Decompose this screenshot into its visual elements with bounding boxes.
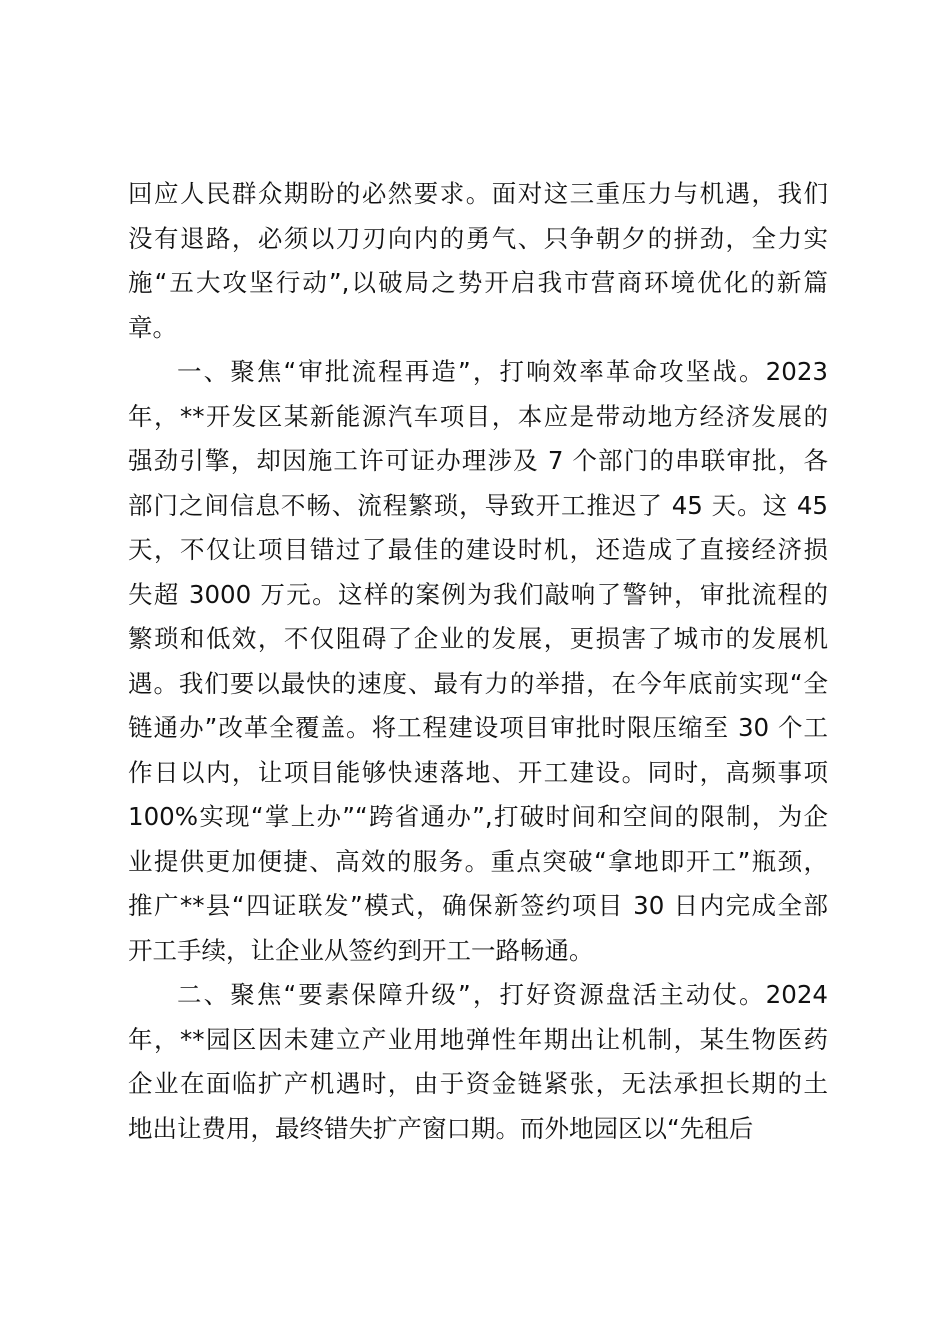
text-line: 100%实现“掌上办”“跨省通办”,打破时间和空间的限制，为企 — [128, 802, 828, 831]
text-line: 推广**县“四证联发”模式，确保新签约项目 30 日内完成全部 — [128, 891, 828, 920]
text-line: 繁琐和低效，不仅阻碍了企业的发展，更损害了城市的发展机 — [128, 624, 828, 653]
text-line: 强劲引擎，却因施工许可证办理涉及 7 个部门的串联审批，各 — [128, 446, 828, 475]
text-line: 地出让费用，最终错失扩产窗口期。而外地园区以“先租后 — [128, 1113, 754, 1143]
text-line: 失超 3000 万元。这样的案例为我们敲响了警钟，审批流程的 — [128, 579, 828, 609]
text-line: 企业在面临扩产机遇时，由于资金链紧张，无法承担长期的土 — [128, 1069, 828, 1098]
text-line: 开工手续，让企业从签约到开工一路畅通。 — [128, 935, 594, 965]
text-line: 没有退路，必须以刀刃向内的勇气、只争朝夕的拼劲，全力实 — [128, 223, 828, 253]
text-line: 年，**开发区某新能源汽车项目，本应是带动地方经济发展的 — [128, 401, 828, 431]
text-line: 业提供更加便捷、高效的服务。重点突破“拿地即开工”瓶颈， — [128, 846, 828, 876]
section-heading-line: 二、聚焦“要素保障升级”，打好资源盘活主动仗。2024 — [177, 980, 828, 1009]
text-line: 章。 — [128, 312, 177, 342]
body-text — [128, 172, 828, 1151]
text-line: 天，不仅让项目错过了最佳的建设时机，还造成了直接经济损 — [128, 535, 828, 564]
text-line: 年，**园区因未建立产业用地弹性年期出让机制，某生物医药 — [128, 1024, 828, 1054]
text-line: 部门之间信息不畅、流程繁琐，导致开工推迟了 45 天。这 45 — [128, 490, 828, 520]
section-heading-line: 一、聚焦“审批流程再造”，打响效率革命攻坚战。2023 — [177, 357, 828, 386]
text-line: 链通办”改革全覆盖。将工程建设项目审批时限压缩至 30 个工 — [128, 713, 828, 742]
text-line: 施“五大攻坚行动”,以破局之势开启我市营商环境优化的新篇 — [128, 268, 828, 297]
text-line: 遇。我们要以最快的速度、最有力的举措，在今年底前实现“全 — [128, 668, 828, 698]
text-line: 回应人民群众期盼的必然要求。面对这三重压力与机遇，我们 — [128, 179, 828, 208]
text-line: 作日以内，让项目能够快速落地、开工建设。同时，高频事项 — [128, 757, 828, 787]
